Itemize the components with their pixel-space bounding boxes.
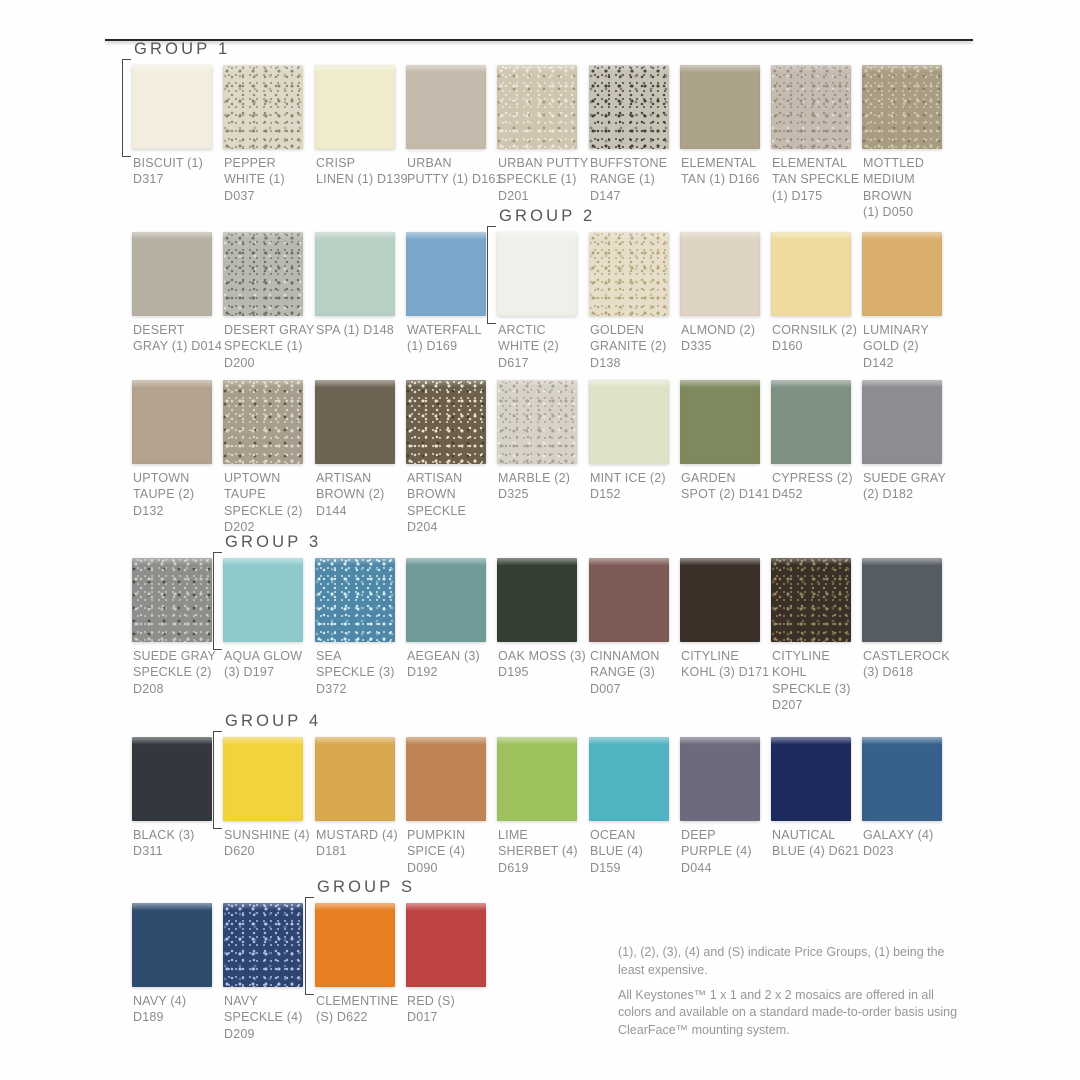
tile-swatch-d197 bbox=[223, 558, 303, 642]
tile-swatch-d159 bbox=[589, 737, 669, 821]
swatch-label-d023: GALAXY (4) D023 bbox=[863, 828, 934, 859]
bracket-group-s bbox=[305, 897, 314, 995]
swatch-label-d050: MOTTLED MEDIUM BROWN (1) D050 bbox=[863, 156, 925, 219]
tile-swatch-d139 bbox=[315, 65, 395, 149]
tile-swatch-d014 bbox=[132, 232, 212, 316]
swatch-label-d325: MARBLE (2) D325 bbox=[498, 471, 571, 502]
tile-swatch-d182 bbox=[862, 380, 942, 464]
bracket-group-1 bbox=[122, 59, 131, 157]
swatch-label-d452: CYPRESS (2) D452 bbox=[772, 471, 853, 502]
bracket-group-3 bbox=[213, 552, 222, 650]
swatch-label-d139: CRISP LINEN (1) D139 bbox=[316, 156, 408, 187]
footer-note-mosaics: All Keystones™ 1 x 1 and 2 x 2 mosaics are offered in all colors and available on a standard made-to-order basis using ClearFace™ mounting system. bbox=[618, 987, 958, 1037]
tile-swatch-d171 bbox=[680, 558, 760, 642]
swatch-label-d619: LIME SHERBET (4) D619 bbox=[498, 828, 578, 875]
tile-swatch-d189 bbox=[132, 903, 212, 987]
tile-swatch-d166 bbox=[680, 65, 760, 149]
swatch-label-d200: DESERT GRAY SPECKLE (1) D200 bbox=[224, 323, 315, 370]
tile-swatch-d132 bbox=[132, 380, 212, 464]
tile-swatch-d209 bbox=[223, 903, 303, 987]
tile-swatch-d452 bbox=[771, 380, 851, 464]
swatch-label-d620: SUNSHINE (4) D620 bbox=[224, 828, 310, 859]
header-group-4: GROUP 4 bbox=[225, 712, 322, 730]
tile-swatch-d201 bbox=[497, 65, 577, 149]
swatch-label-d044: DEEP PURPLE (4) D044 bbox=[681, 828, 752, 875]
tile-swatch-d141 bbox=[680, 380, 760, 464]
tile-swatch-d161 bbox=[406, 65, 486, 149]
tile-swatch-d617 bbox=[497, 232, 577, 316]
swatch-label-d090: PUMPKIN SPICE (4) D090 bbox=[407, 828, 466, 875]
tile-swatch-d144 bbox=[315, 380, 395, 464]
tile-swatch-d202 bbox=[223, 380, 303, 464]
swatch-label-d202: UPTOWN TAUPE SPECKLE (2) D202 bbox=[224, 471, 303, 534]
swatch-label-d311: BLACK (3) D311 bbox=[133, 828, 195, 859]
tile-swatch-d622 bbox=[315, 903, 395, 987]
swatch-label-d159: OCEAN BLUE (4) D159 bbox=[590, 828, 644, 875]
swatch-label-d147: BUFFSTONE RANGE (1) D147 bbox=[590, 156, 668, 203]
tile-swatch-d311 bbox=[132, 737, 212, 821]
swatch-label-d208: SUEDE GRAY SPECKLE (2) D208 bbox=[133, 649, 217, 696]
tile-swatch-d207 bbox=[771, 558, 851, 642]
header-group-3: GROUP 3 bbox=[225, 533, 322, 551]
tile-swatch-d138 bbox=[589, 232, 669, 316]
swatch-label-d618: CASTLEROCK (3) D618 bbox=[863, 649, 950, 680]
tile-swatch-d181 bbox=[315, 737, 395, 821]
footer-note-price-groups: (1), (2), (3), (4) and (S) indicate Price Groups, (1) being the least expensive. bbox=[618, 945, 945, 977]
tile-swatch-d621 bbox=[771, 737, 851, 821]
tile-swatch-d017 bbox=[406, 903, 486, 987]
top-divider bbox=[105, 39, 973, 41]
tile-swatch-d050 bbox=[862, 65, 942, 149]
tile-swatch-d325 bbox=[497, 380, 577, 464]
swatch-label-d014: DESERT GRAY (1) D014 bbox=[133, 323, 222, 354]
swatch-label-d166: ELEMENTAL TAN (1) D166 bbox=[681, 156, 760, 187]
swatch-label-d197: AQUA GLOW (3) D197 bbox=[224, 649, 303, 680]
swatch-label-d017: RED (S) D017 bbox=[407, 994, 455, 1025]
swatch-label-d207: CITYLINE KOHL SPECKLE (3) D207 bbox=[772, 649, 851, 712]
tile-swatch-d192 bbox=[406, 558, 486, 642]
swatch-label-d195: OAK MOSS (3) D195 bbox=[498, 649, 586, 680]
tile-swatch-d160 bbox=[771, 232, 851, 316]
tile-swatch-d335 bbox=[680, 232, 760, 316]
tile-swatch-d620 bbox=[223, 737, 303, 821]
swatch-label-d175: ELEMENTAL TAN SPECKLE (1) D175 bbox=[772, 156, 860, 203]
swatch-label-d317: BISCUIT (1) D317 bbox=[133, 156, 204, 187]
swatch-label-d204: ARTISAN BROWN SPECKLE D204 bbox=[407, 471, 467, 534]
tile-swatch-d195 bbox=[497, 558, 577, 642]
swatch-label-d617: ARCTIC WHITE (2) D617 bbox=[498, 323, 559, 370]
tile-swatch-d007 bbox=[589, 558, 669, 642]
swatch-label-d160: CORNSILK (2) D160 bbox=[772, 323, 858, 354]
swatch-label-d132: UPTOWN TAUPE (2) D132 bbox=[133, 471, 195, 518]
bracket-group-4 bbox=[213, 731, 222, 829]
swatch-label-d007: CINNAMON RANGE (3) D007 bbox=[590, 649, 660, 696]
tile-swatch-d147 bbox=[589, 65, 669, 149]
swatch-label-d372: SEA SPECKLE (3) D372 bbox=[316, 649, 395, 696]
tile-swatch-d618 bbox=[862, 558, 942, 642]
header-group-2: GROUP 2 bbox=[499, 207, 596, 225]
bracket-group-2 bbox=[487, 226, 496, 324]
swatch-label-d138: GOLDEN GRANITE (2) D138 bbox=[590, 323, 667, 370]
tile-swatch-d090 bbox=[406, 737, 486, 821]
tile-swatch-d619 bbox=[497, 737, 577, 821]
swatch-label-d037: PEPPER WHITE (1) D037 bbox=[224, 156, 285, 203]
swatch-label-d201: URBAN PUTTY SPECKLE (1) D201 bbox=[498, 156, 589, 203]
tile-swatch-d372 bbox=[315, 558, 395, 642]
header-group-s: GROUP S bbox=[317, 878, 416, 896]
tile-swatch-d208 bbox=[132, 558, 212, 642]
swatch-label-d209: NAVY SPECKLE (4) D209 bbox=[224, 994, 303, 1041]
swatch-label-d148: SPA (1) D148 bbox=[316, 323, 394, 337]
tile-swatch-d044 bbox=[680, 737, 760, 821]
tile-swatch-d037 bbox=[223, 65, 303, 149]
swatch-label-d189: NAVY (4) D189 bbox=[133, 994, 187, 1025]
swatch-label-d181: MUSTARD (4) D181 bbox=[316, 828, 398, 859]
tile-swatch-d317 bbox=[132, 65, 212, 149]
swatch-label-d142: LUMINARY GOLD (2) D142 bbox=[863, 323, 929, 370]
tile-swatch-d148 bbox=[315, 232, 395, 316]
swatch-label-d622: CLEMENTINE (S) D622 bbox=[316, 994, 399, 1025]
tile-swatch-d023 bbox=[862, 737, 942, 821]
swatch-label-d621: NAUTICAL BLUE (4) D621 bbox=[772, 828, 860, 859]
tile-swatch-d152 bbox=[589, 380, 669, 464]
swatch-label-d182: SUEDE GRAY (2) D182 bbox=[863, 471, 947, 502]
swatch-label-d169: WATERFALL (1) D169 bbox=[407, 323, 482, 354]
tile-swatch-d204 bbox=[406, 380, 486, 464]
swatch-label-d335: ALMOND (2) D335 bbox=[681, 323, 756, 354]
swatch-label-d141: GARDEN SPOT (2) D141 bbox=[681, 471, 770, 502]
swatch-label-d161: URBAN PUTTY (1) D161 bbox=[407, 156, 503, 187]
tile-swatch-d175 bbox=[771, 65, 851, 149]
footer-notes bbox=[618, 944, 970, 1047]
swatch-label-d192: AEGEAN (3) D192 bbox=[407, 649, 480, 680]
swatch-label-d152: MINT ICE (2) D152 bbox=[590, 471, 666, 502]
tile-swatch-d142 bbox=[862, 232, 942, 316]
tile-swatch-d200 bbox=[223, 232, 303, 316]
tile-swatch-d169 bbox=[406, 232, 486, 316]
swatch-label-d171: CITYLINE KOHL (3) D171 bbox=[681, 649, 770, 680]
header-group-1: GROUP 1 bbox=[134, 40, 231, 58]
swatch-label-d144: ARTISAN BROWN (2) D144 bbox=[316, 471, 385, 518]
